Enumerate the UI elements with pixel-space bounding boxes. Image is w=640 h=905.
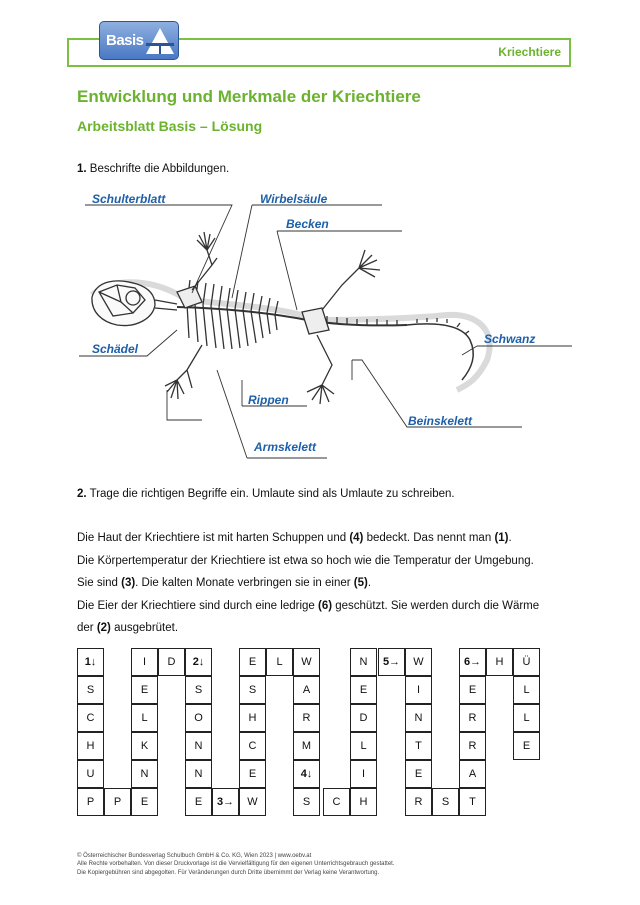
gap-number: (2) <box>96 622 111 634</box>
crossword-cell: A <box>459 760 486 788</box>
crossword-cell: W <box>293 648 320 676</box>
crossword-cell: D <box>350 704 377 732</box>
crossword-cell: P <box>104 788 131 816</box>
crossword-clue-cell: 6→ <box>459 648 486 676</box>
crossword-cell: H <box>239 704 266 732</box>
cloze-line-3 <box>77 572 567 595</box>
crossword-cell: L <box>513 676 540 704</box>
crossword-cell: C <box>323 788 350 816</box>
task-1 <box>77 163 229 175</box>
gap-number: (6) <box>317 599 333 612</box>
crossword-cell: R <box>459 732 486 760</box>
crossword-cell: N <box>185 760 212 788</box>
text: . Die kalten Monate verbringen sie in einer <box>135 577 354 589</box>
label-beinskelett: Beinskelett <box>408 414 473 428</box>
crossword-cell: T <box>459 788 486 816</box>
label-schwanz: Schwanz <box>484 332 536 346</box>
crossword-cell: S <box>293 788 320 816</box>
crossword-clue-cell: 1↓ <box>77 648 104 676</box>
cloze-line-5 <box>77 617 567 640</box>
gap-number: (4) <box>349 532 364 544</box>
crossword-cell: R <box>405 788 432 816</box>
text: bedeckt. Das nennt man <box>363 532 495 544</box>
crossword-cell: E <box>513 732 540 760</box>
label-becken: Becken <box>286 217 329 231</box>
crossword-cell: E <box>239 760 266 788</box>
crossword-cell: M <box>293 732 320 760</box>
category-label: Kriechtiere <box>498 45 561 59</box>
crossword-cell: S <box>432 788 459 816</box>
crossword-cell: E <box>131 788 158 816</box>
gap-number: (3) <box>121 577 136 589</box>
crossword-cell: I <box>131 648 158 676</box>
crossword-cell: E <box>459 676 486 704</box>
crossword-cell: N <box>131 760 158 788</box>
cloze-line-2: Die Körpertemperatur der Kriechtiere ist etwa so hoch wie die Temperatur der Umgebung. <box>77 554 534 567</box>
logo-text: Basis <box>106 32 144 49</box>
crossword-cell: W <box>405 648 432 676</box>
cloze-line-4 <box>77 595 567 618</box>
crossword-cell: I <box>405 676 432 704</box>
crossword-cell: P <box>77 788 104 816</box>
crossword-cell: H <box>350 788 377 816</box>
text: Die Haut der Kriechtiere ist mit harten Schuppen und <box>77 532 350 544</box>
crossword-cell: K <box>131 732 158 760</box>
gap-number: (1) <box>494 532 509 544</box>
page-title: Entwicklung und Merkmale der Kriechtiere <box>77 87 421 106</box>
page-subtitle: Arbeitsblatt Basis – Lösung <box>77 118 263 134</box>
crossword-clue-cell: 4↓ <box>293 760 320 788</box>
footer-line: © Österreichischer Bundesverlag Schulbuch GmbH & Co. KG, Wien 2023 | www.oebv.at <box>77 853 312 859</box>
crossword-cell: N <box>405 704 432 732</box>
crossword-cell: H <box>77 732 104 760</box>
crossword-cell: L <box>131 704 158 732</box>
crossword-cell: H <box>486 648 513 676</box>
text: der <box>77 622 97 634</box>
crossword-cell: N <box>350 648 377 676</box>
crossword-cell: C <box>239 732 266 760</box>
basis-logo <box>99 21 179 60</box>
label-wirbelsaeule: Wirbelsäule <box>260 192 328 206</box>
crossword-clue-cell: 3→ <box>212 788 239 816</box>
cloze-line-1 <box>77 527 567 550</box>
cloze-paragraph <box>77 527 567 640</box>
copyright-footer <box>77 852 395 877</box>
crossword-cell: L <box>266 648 293 676</box>
text: . <box>508 532 512 544</box>
crossword-clue-cell: 5→ <box>378 648 405 676</box>
text: Sie sind <box>77 577 122 589</box>
task-2-text: Trage die richtigen Begriffe ein. Umlaute sind als Umlaute zu schreiben. <box>89 488 455 500</box>
crossword-cell: E <box>350 676 377 704</box>
text: . <box>367 577 372 589</box>
crossword-cell: T <box>405 732 432 760</box>
crossword-cell: E <box>405 760 432 788</box>
crossword-clue-cell: 2↓ <box>185 648 212 676</box>
text: geschützt. Sie werden durch die Wärme <box>332 599 540 612</box>
crossword-cell: L <box>513 704 540 732</box>
crossword-cell: R <box>293 704 320 732</box>
task-1-number: 1. <box>77 163 87 175</box>
footer-line: Die Kopiergebühren sind abgegolten. Für Veränderungen durch Dritte übernimmt der Verlag keine Verantwortung. <box>77 869 380 876</box>
crossword-cell: S <box>77 676 104 704</box>
crossword-cell: O <box>185 704 212 732</box>
text: Die Eier der Kriechtiere sind durch eine ledrige <box>77 599 318 612</box>
text: ausgebrütet. <box>110 622 179 634</box>
crossword-cell: A <box>293 676 320 704</box>
crossword-cell: W <box>239 788 266 816</box>
crossword-cell: I <box>350 760 377 788</box>
crossword-cell: U <box>77 760 104 788</box>
crossword-cell: E <box>131 676 158 704</box>
crossword-cell: S <box>239 676 266 704</box>
label-armskelett: Armskelett <box>254 440 317 454</box>
crossword-cell: D <box>158 648 185 676</box>
label-schulterblatt: Schulterblatt <box>92 192 166 206</box>
crossword-cell: R <box>459 704 486 732</box>
footer-line: Alle Rechte vorbehalten. Von dieser Druckvorlage ist die Vervielfältigung für den eigenen Unterrichtsgebrauch gestattet. <box>77 861 395 868</box>
task-2-number: 2. <box>77 488 87 500</box>
crossword-cell: L <box>350 732 377 760</box>
crossword-cell: E <box>239 648 266 676</box>
label-schaedel: Schädel <box>92 342 139 356</box>
label-rippen: Rippen <box>248 393 289 407</box>
crossword-cell: E <box>185 788 212 816</box>
crossword-cell: Ü <box>513 648 540 676</box>
crossword-cell: S <box>185 676 212 704</box>
task-2 <box>77 488 455 500</box>
gap-number: (5) <box>353 577 368 589</box>
triangle-logo-icon <box>144 26 176 56</box>
task-1-text: Beschrifte die Abbildungen. <box>89 163 230 175</box>
crossword-cell: N <box>185 732 212 760</box>
crossword-cell: C <box>77 704 104 732</box>
